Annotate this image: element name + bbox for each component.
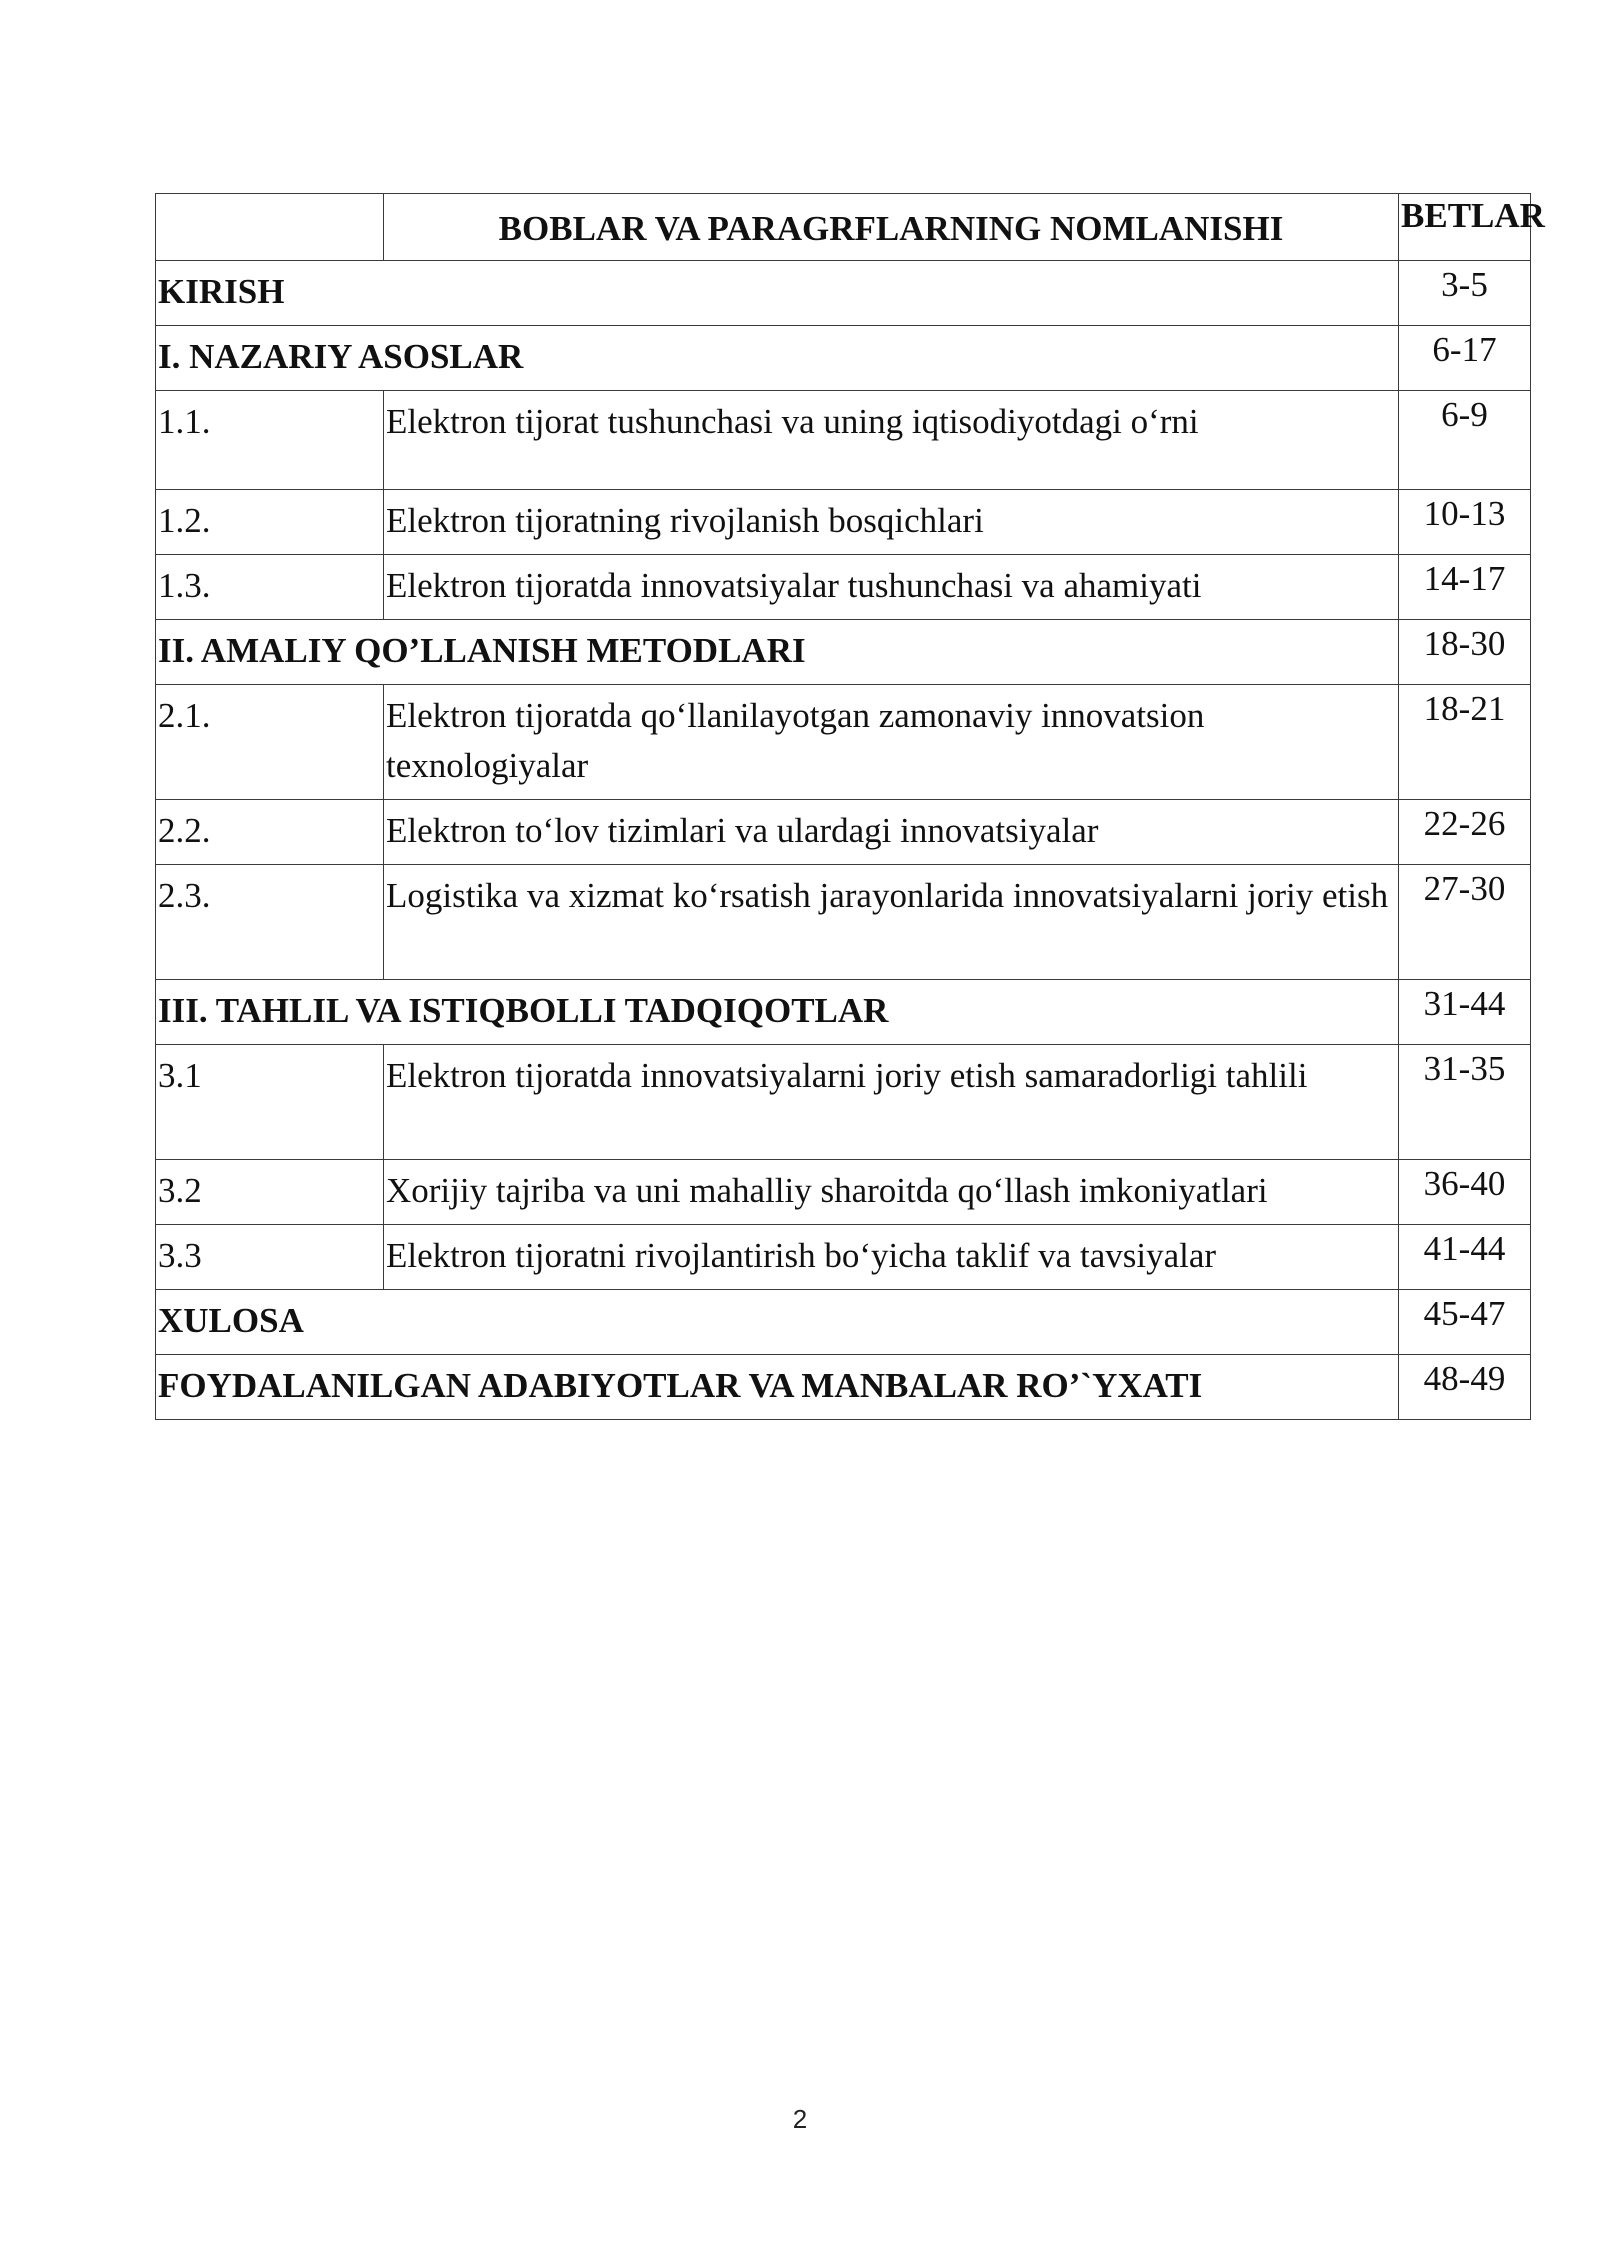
toc-item-row [156,865,1531,980]
toc-item-row [156,1045,1531,1160]
toc-header-row [156,194,1531,261]
item-pages: 22-26 [1399,800,1531,865]
item-number: 2.3. [156,865,384,980]
item-title: Elektron tijorat tushunchasi va uning iqtisodiyotdagi o‘rni [384,391,1399,490]
section-pages: 6-17 [1399,326,1531,391]
toc-item-row [156,555,1531,620]
item-pages: 31-35 [1399,1045,1531,1160]
toc-item-row [156,490,1531,555]
item-title: Xorijiy tajriba va uni mahalliy sharoitda qo‘llash imkoniyatlari [384,1160,1399,1225]
item-title: Elektron tijoratda innovatsiyalar tushunchasi va ahamiyati [384,555,1399,620]
section-pages: 31-44 [1399,980,1531,1045]
item-pages: 41-44 [1399,1225,1531,1290]
toc-item-row [156,1225,1531,1290]
section-title: FOYDALANILGAN ADABIYOTLAR VA MANBALAR RO’`YXATI [156,1355,1399,1420]
section-pages: 3-5 [1399,261,1531,326]
toc-item-row [156,800,1531,865]
toc-section-row [156,1290,1531,1355]
item-pages: 18-21 [1399,685,1531,800]
item-pages: 36-40 [1399,1160,1531,1225]
item-title: Elektron tijoratning rivojlanish bosqichlari [384,490,1399,555]
header-pages-cell: BETLAR [1399,194,1531,261]
item-number: 1.2. [156,490,384,555]
toc-item-row [156,1160,1531,1225]
section-title: II. AMALIY QO’LLANISH METODLARI [156,620,1399,685]
table-of-contents [155,193,1545,1420]
toc-section-row [156,261,1531,326]
item-number: 3.1 [156,1045,384,1160]
toc-section-row [156,1355,1531,1420]
item-number: 3.3 [156,1225,384,1290]
item-number: 1.3. [156,555,384,620]
item-title: Logistika va xizmat ko‘rsatish jarayonlarida innovatsiyalarni joriy etish [384,865,1399,980]
header-title-cell: BOBLAR VA PARAGRFLARNING NOMLANISHI [384,194,1399,261]
section-pages: 45-47 [1399,1290,1531,1355]
item-number: 2.1. [156,685,384,800]
toc-item-row [156,685,1531,800]
item-number: 2.2. [156,800,384,865]
item-number: 1.1. [156,391,384,490]
section-title: I. NAZARIY ASOSLAR [156,326,1399,391]
section-pages: 48-49 [1399,1355,1531,1420]
item-title: Elektron to‘lov tizimlari va ulardagi innovatsiyalar [384,800,1399,865]
header-num-cell [156,194,384,261]
item-pages: 14-17 [1399,555,1531,620]
item-title: Elektron tijoratda qo‘llanilayotgan zamonaviy innovatsion texnologiyalar [384,685,1399,800]
item-pages: 10-13 [1399,490,1531,555]
page-number: 2 [792,2104,808,2134]
section-pages: 18-30 [1399,620,1531,685]
item-title: Elektron tijoratda innovatsiyalarni joriy etish samaradorligi tahlili [384,1045,1399,1160]
section-title: XULOSA [156,1290,1399,1355]
toc-section-row [156,980,1531,1045]
section-title: KIRISH [156,261,1399,326]
item-number: 3.2 [156,1160,384,1225]
item-pages: 6-9 [1399,391,1531,490]
section-title: III. TAHLIL VA ISTIQBOLLI TADQIQOTLAR [156,980,1399,1045]
toc-section-row [156,326,1531,391]
item-pages: 27-30 [1399,865,1531,980]
toc-item-row [156,391,1531,490]
toc-section-row [156,620,1531,685]
item-title: Elektron tijoratni rivojlantirish bo‘yicha taklif va tavsiyalar [384,1225,1399,1290]
